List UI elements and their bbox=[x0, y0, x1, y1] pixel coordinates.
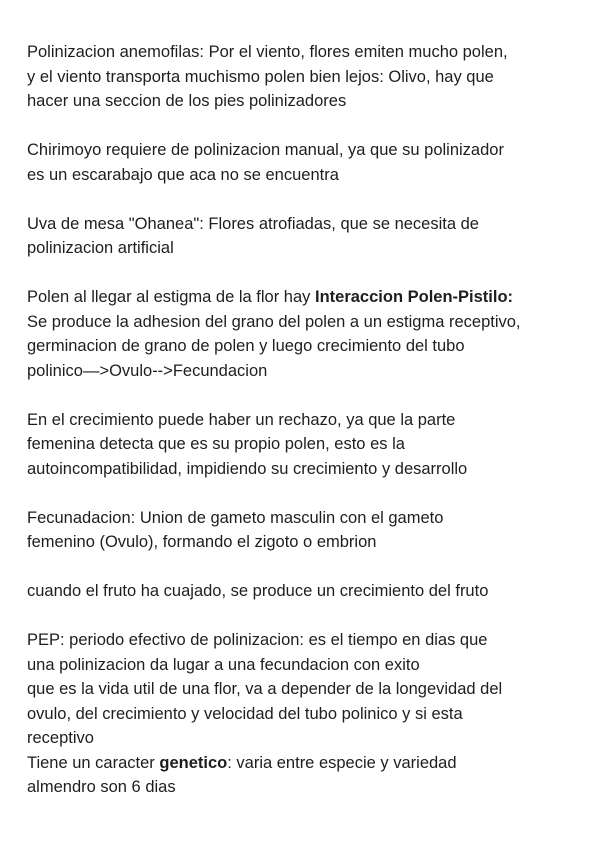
text-segment: Tiene un caracter bbox=[27, 753, 160, 772]
text-line: autoincompatibilidad, impidiendo su crecimiento y desarrollo bbox=[27, 459, 468, 478]
text-line: ovulo, del crecimiento y velocidad del tubo polinico y si esta bbox=[27, 704, 463, 723]
text-line: que es la vida util de una flor, va a depender de la longevidad del bbox=[27, 680, 503, 698]
text-line: una polinizacion da lugar a una fecundacion con exito bbox=[27, 655, 420, 674]
notes-page bbox=[27, 40, 579, 824]
text-line: polinizacion artificial bbox=[27, 239, 174, 257]
text-segment: Polen al llegar al estigma de la flor hay bbox=[27, 288, 315, 306]
text-line: Polinizacion anemofilas: Por el viento, flores emiten mucho polen, bbox=[27, 43, 508, 61]
paragraph-polen-pistilo bbox=[27, 285, 579, 383]
paragraph-anemofila-pollination bbox=[27, 40, 579, 114]
text-line: femenina detecta que es su propio polen, esto es la bbox=[27, 435, 405, 453]
paragraph-uva-de-mesa bbox=[27, 212, 579, 261]
text-line: es un escarabajo que aca no se encuentra bbox=[27, 165, 339, 184]
paragraph-fecundacion bbox=[27, 506, 579, 555]
text-line: Fecunadacion: Union de gameto masculin con el gameto bbox=[27, 508, 444, 527]
text-line: PEP: periodo efectivo de polinizacion: es el tiempo en dias que bbox=[27, 631, 488, 649]
text-line bbox=[27, 285, 579, 310]
text-line: y el viento transporta muchismo polen bien lejos: Olivo, hay que bbox=[27, 67, 494, 86]
paragraph-pep bbox=[27, 628, 579, 800]
paragraph-autoincompatibilidad bbox=[27, 408, 579, 482]
text-line: En el crecimiento puede haber un rechazo, ya que la parte bbox=[27, 410, 456, 429]
text-line: germinacion de grano de polen y luego crecimiento del tubo bbox=[27, 337, 465, 355]
text-line: almendro son 6 dias bbox=[27, 778, 176, 796]
text-line: hacer una seccion de los pies polinizadores bbox=[27, 92, 347, 110]
text-segment: : varia entre especie y variedad bbox=[227, 753, 457, 772]
paragraph-fruto-cuajado bbox=[27, 579, 579, 604]
text-line bbox=[27, 751, 579, 776]
text-line: Uva de mesa "Ohanea": Flores atrofiadas, que se necesita de bbox=[27, 214, 479, 233]
text-line: Chirimoyo requiere de polinizacion manual, ya que su polinizador bbox=[27, 141, 504, 159]
bold-term: genetico bbox=[159, 753, 228, 772]
bold-term: Interaccion Polen-Pistilo: bbox=[315, 288, 514, 306]
text-line: cuando el fruto ha cuajado, se produce un crecimiento del fruto bbox=[27, 582, 489, 600]
paragraph-chirimoyo bbox=[27, 138, 579, 187]
text-line: receptivo bbox=[27, 729, 94, 747]
text-line: polinico—>Ovulo-->Fecundacion bbox=[27, 361, 268, 380]
text-line: femenino (Ovulo), formando el zigoto o embrion bbox=[27, 533, 377, 551]
text-line: Se produce la adhesion del grano del polen a un estigma receptivo, bbox=[27, 312, 521, 331]
